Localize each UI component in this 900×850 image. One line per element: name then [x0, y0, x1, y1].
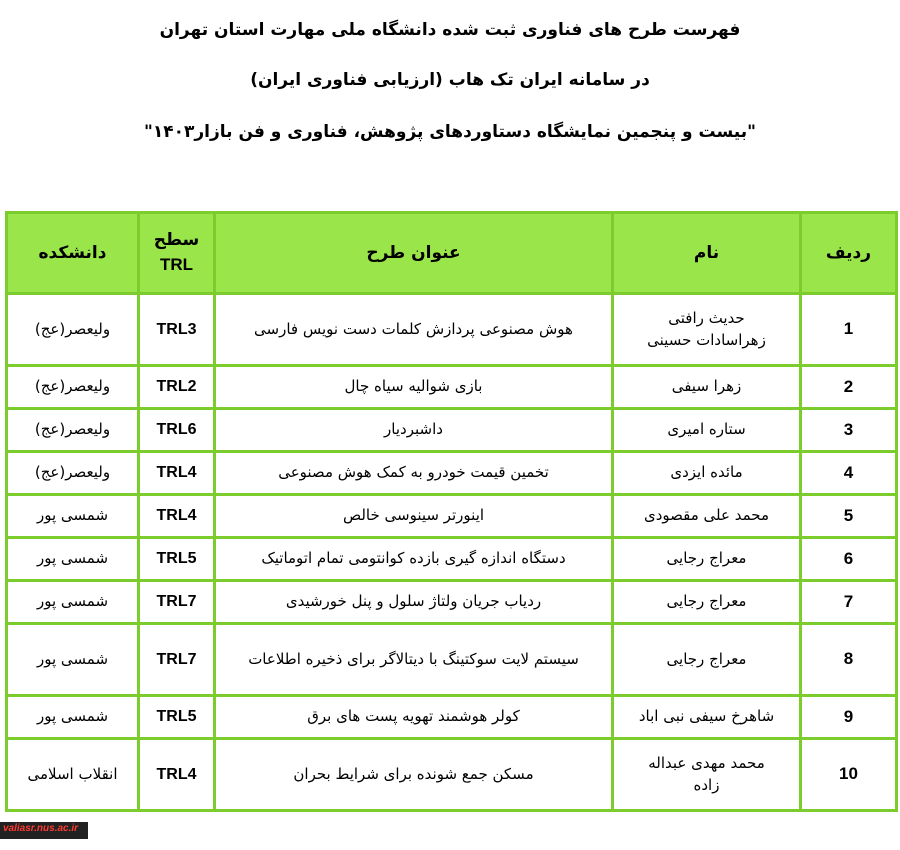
trl-level: TRL6	[139, 409, 215, 452]
person-name: معراج رجایی	[613, 581, 801, 624]
row-number: 7	[801, 581, 897, 624]
table-row	[7, 581, 897, 624]
table-row	[7, 739, 897, 811]
faculty: شمسی پور	[7, 624, 139, 696]
faculty: شمسی پور	[7, 495, 139, 538]
table-row	[7, 538, 897, 581]
trl-level: TRL3	[139, 294, 215, 366]
faculty: انقلاب اسلامی	[7, 739, 139, 811]
header-faculty: دانشکده	[7, 213, 139, 294]
row-number: 10	[801, 739, 897, 811]
header-row-number: ردیف	[801, 213, 897, 294]
trl-level: TRL4	[139, 452, 215, 495]
person-name: مائده ایزدی	[613, 452, 801, 495]
faculty: شمسی پور	[7, 581, 139, 624]
table-row	[7, 452, 897, 495]
watermark-text: valiasr.nus.ac.ir	[3, 823, 79, 834]
table-header-row	[7, 213, 897, 294]
page-title: فهرست طرح های فناوری ثبت شده دانشگاه ملی مهارت استان تهران	[159, 20, 741, 40]
faculty: شمسی پور	[7, 696, 139, 739]
trl-level: TRL2	[139, 366, 215, 409]
projects-table	[5, 211, 898, 812]
person-name: حدیث رافتی زهراسادات حسینی	[613, 294, 801, 366]
faculty: ولیعصر(عج)	[7, 452, 139, 495]
faculty: ولیعصر(عج)	[7, 294, 139, 366]
person-name: معراج رجایی	[613, 624, 801, 696]
table-row	[7, 294, 897, 366]
person-name: ستاره امیری	[613, 409, 801, 452]
faculty: ولیعصر(عج)	[7, 409, 139, 452]
row-number: 6	[801, 538, 897, 581]
row-number: 2	[801, 366, 897, 409]
trl-level: TRL5	[139, 538, 215, 581]
project-title: هوش مصنوعی پردازش کلمات دست نویس فارسی	[215, 294, 613, 366]
project-title: کولر هوشمند تهویه پست های برق	[215, 696, 613, 739]
faculty: ولیعصر(عج)	[7, 366, 139, 409]
table-row	[7, 495, 897, 538]
table-row	[7, 409, 897, 452]
trl-level: TRL7	[139, 581, 215, 624]
project-title: ردیاب جریان ولتاژ سلول و پنل خورشیدی	[215, 581, 613, 624]
person-name: زهرا سیفی	[613, 366, 801, 409]
project-title: مسکن جمع شونده برای شرایط بحران	[215, 739, 613, 811]
project-title: دستگاه اندازه گیری بازده کوانتومی تمام اتوماتیک	[215, 538, 613, 581]
project-title: اینورتر سینوسی خالص	[215, 495, 613, 538]
person-name: معراج رجایی	[613, 538, 801, 581]
project-title: سیستم لایت سوکتینگ با دیتالاگر برای ذخیره اطلاعات	[215, 624, 613, 696]
row-number: 4	[801, 452, 897, 495]
trl-level: TRL4	[139, 495, 215, 538]
trl-level: TRL7	[139, 624, 215, 696]
header-project-title: عنوان طرح	[215, 213, 613, 294]
trl-level: TRL5	[139, 696, 215, 739]
table-row	[7, 624, 897, 696]
header-trl-line2: TRL	[159, 255, 194, 274]
header-trl-line1: سطح	[153, 230, 200, 251]
exhibition-title: "بیست و پنجمین نمایشگاه دستاوردهای پژوهش، فناوری و فن بازار۱۴۰۳"	[144, 122, 756, 142]
row-number: 1	[801, 294, 897, 366]
table-row	[7, 696, 897, 739]
project-title: داشبردیار	[215, 409, 613, 452]
person-name: محمد مهدی عبداله زاده	[613, 739, 801, 811]
row-number: 8	[801, 624, 897, 696]
faculty: شمسی پور	[7, 538, 139, 581]
header-name: نام	[613, 213, 801, 294]
project-title: بازی شوالیه سیاه چال	[215, 366, 613, 409]
page-subtitle: در سامانه ایران تک هاب (ارزیابی فناوری ایران)	[250, 70, 650, 90]
project-title: تخمین قیمت خودرو به کمک هوش مصنوعی	[215, 452, 613, 495]
row-number: 5	[801, 495, 897, 538]
table-row	[7, 366, 897, 409]
person-name: شاهرخ سیفی نبی اباد	[613, 696, 801, 739]
header-trl	[139, 213, 215, 294]
row-number: 9	[801, 696, 897, 739]
trl-level: TRL4	[139, 739, 215, 811]
row-number: 3	[801, 409, 897, 452]
person-name: محمد علی مقصودی	[613, 495, 801, 538]
